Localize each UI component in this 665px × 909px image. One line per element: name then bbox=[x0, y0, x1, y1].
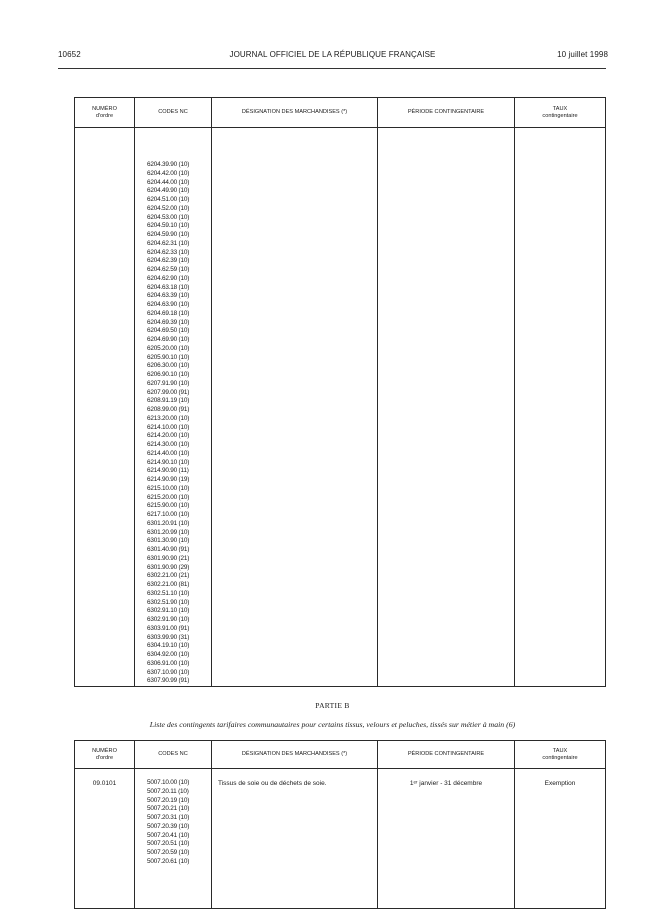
nc-code: 6213.20.00 (10) bbox=[147, 414, 190, 422]
nc-code: 5007.20.41 (10) bbox=[147, 831, 190, 839]
nc-code: 6204.49.90 (10) bbox=[147, 187, 190, 195]
header-codes-nc: CODES NC bbox=[135, 741, 212, 769]
nc-code: 6204.69.18 (10) bbox=[147, 309, 190, 317]
header-designation: DÉSIGNATION DES MARCHANDISES (*) bbox=[212, 98, 378, 128]
nc-code: 6206.30.00 (10) bbox=[147, 362, 190, 370]
nc-code: 6204.62.31 (10) bbox=[147, 239, 190, 247]
nc-code: 6303.99.90 (31) bbox=[147, 633, 190, 641]
nc-code: 6301.20.91 (10) bbox=[147, 519, 190, 527]
nc-code: 6204.59.90 (10) bbox=[147, 231, 190, 238]
nc-code: 6204.42.00 (10) bbox=[147, 169, 190, 177]
nc-code: 6205.20.00 (10) bbox=[147, 344, 190, 352]
codes-nc-list bbox=[135, 769, 212, 909]
nc-code: 6303.91.00 (91) bbox=[147, 624, 190, 632]
nc-code: 6301.30.90 (10) bbox=[147, 537, 190, 545]
nc-code: 6204.53.00 (10) bbox=[147, 213, 190, 221]
nc-code: 6207.91.90 (10) bbox=[147, 379, 190, 387]
nc-code: 6204.39.90 (10) bbox=[147, 161, 190, 168]
nc-code: 6302.51.90 (10) bbox=[147, 598, 190, 606]
nc-code: 6204.62.59 (10) bbox=[147, 266, 190, 273]
taux-cell bbox=[515, 128, 606, 687]
nc-code: 5007.20.21 (10) bbox=[147, 805, 190, 813]
designation-cell bbox=[212, 128, 378, 687]
quota-table-continuation bbox=[74, 97, 606, 687]
journal-title: JOURNAL OFFICIEL DE LA RÉPUBLIQUE FRANÇAISE bbox=[229, 50, 436, 59]
part-b-subtitle: Liste des contingents tarifaires communautaires pour certains tissus, velours et peluches, tissés sur métier à main (6) bbox=[149, 720, 516, 729]
nc-code: 6217.10.00 (10) bbox=[147, 511, 190, 518]
nc-code: 6302.21.00 (21) bbox=[147, 572, 190, 580]
nc-code: 6304.19.10 (10) bbox=[147, 642, 190, 650]
nc-code: 6215.90.00 (10) bbox=[147, 502, 190, 510]
nc-code: 6301.90.90 (29) bbox=[147, 563, 190, 571]
part-b-title: PARTIE B bbox=[315, 701, 350, 710]
nc-code: 5007.20.39 (10) bbox=[147, 822, 190, 830]
nc-code: 6306.91.00 (10) bbox=[147, 659, 190, 667]
header-numero: NUMÉRO d'ordre bbox=[75, 741, 135, 769]
header-periode: PÉRIODE CONTINGENTAIRE bbox=[378, 98, 515, 128]
nc-code: 6204.63.18 (10) bbox=[147, 283, 190, 291]
nc-code: 6302.91.90 (10) bbox=[147, 616, 190, 623]
nc-code: 6214.40.00 (10) bbox=[147, 449, 190, 457]
periode-cell bbox=[378, 128, 515, 687]
nc-code: 6307.90.99 (91) bbox=[147, 677, 190, 685]
numero-cell bbox=[75, 128, 135, 687]
quota-table-part-b bbox=[74, 740, 606, 909]
nc-code: 6204.63.90 (10) bbox=[147, 301, 190, 308]
nc-code: 6302.51.10 (10) bbox=[147, 589, 190, 597]
nc-code: 6204.69.90 (10) bbox=[147, 336, 190, 343]
publication-date: 10 juillet 1998 bbox=[557, 50, 608, 59]
nc-code: 5007.10.00 (10) bbox=[147, 779, 190, 786]
nc-code: 6302.21.00 (81) bbox=[147, 581, 190, 588]
codes-nc-list bbox=[135, 128, 212, 687]
nc-code: 6307.10.90 (10) bbox=[147, 668, 190, 676]
nc-code: 6214.20.00 (10) bbox=[147, 432, 190, 440]
nc-code: 6204.69.50 (10) bbox=[147, 327, 190, 335]
nc-code: 5007.20.19 (10) bbox=[147, 796, 190, 804]
nc-code: 6204.59.10 (10) bbox=[147, 222, 190, 230]
header-taux: TAUX contingentaire bbox=[515, 98, 606, 128]
nc-code: 5007.20.59 (10) bbox=[147, 849, 190, 856]
nc-code: 5007.20.11 (10) bbox=[147, 787, 189, 795]
nc-code: 6206.90.10 (10) bbox=[147, 371, 190, 378]
header-periode: PÉRIODE CONTINGENTAIRE bbox=[378, 741, 515, 769]
nc-code: 6214.10.00 (10) bbox=[147, 423, 190, 431]
header-numero: NUMÉRO d'ordre bbox=[75, 98, 135, 128]
nc-code: 6204.63.39 (10) bbox=[147, 292, 190, 300]
nc-code: 5007.20.51 (10) bbox=[147, 840, 190, 848]
nc-code: 5007.20.31 (10) bbox=[147, 814, 190, 821]
numero-ordre: 09.0101 bbox=[75, 769, 135, 909]
nc-code: 6204.62.39 (10) bbox=[147, 257, 190, 265]
nc-code: 6204.52.00 (10) bbox=[147, 204, 190, 212]
nc-code: 6301.20.99 (10) bbox=[147, 528, 190, 536]
nc-code: 6204.62.33 (10) bbox=[147, 248, 190, 256]
nc-code: 6204.44.00 (10) bbox=[147, 178, 190, 186]
nc-code: 6301.90.90 (21) bbox=[147, 554, 190, 562]
header-codes-nc: CODES NC bbox=[135, 98, 212, 128]
nc-code: 6204.51.00 (10) bbox=[147, 196, 190, 203]
nc-code: 6205.90.10 (10) bbox=[147, 353, 190, 361]
nc-code: 6215.20.00 (10) bbox=[147, 493, 190, 501]
nc-code: 6204.69.39 (10) bbox=[147, 318, 190, 326]
nc-code: 6214.90.90 (19) bbox=[147, 476, 190, 483]
nc-code: 6302.91.10 (10) bbox=[147, 607, 190, 615]
nc-code: 6207.99.00 (91) bbox=[147, 388, 190, 396]
header-divider bbox=[58, 68, 606, 69]
designation-text: Tissus de soie ou de déchets de soie. bbox=[212, 769, 378, 909]
nc-code: 6215.10.00 (10) bbox=[147, 484, 190, 492]
periode-text: 1ᵉʳ janvier - 31 décembre bbox=[378, 769, 515, 909]
page-number: 10652 bbox=[58, 50, 81, 59]
nc-code: 6208.99.00 (91) bbox=[147, 406, 190, 413]
header-designation: DÉSIGNATION DES MARCHANDISES (*) bbox=[212, 741, 378, 769]
nc-code: 6304.92.00 (10) bbox=[147, 651, 190, 658]
nc-code: 6208.91.19 (10) bbox=[147, 397, 190, 405]
nc-code: 6204.62.90 (10) bbox=[147, 274, 190, 282]
taux-text: Exemption bbox=[515, 769, 606, 909]
nc-code: 6301.40.90 (91) bbox=[147, 546, 190, 553]
nc-code: 6214.90.90 (11) bbox=[147, 467, 189, 475]
nc-code: 6214.90.10 (10) bbox=[147, 458, 190, 466]
nc-code: 6214.30.00 (10) bbox=[147, 441, 190, 448]
header-taux: TAUX contingentaire bbox=[515, 741, 606, 769]
nc-code: 5007.20.61 (10) bbox=[147, 857, 190, 865]
